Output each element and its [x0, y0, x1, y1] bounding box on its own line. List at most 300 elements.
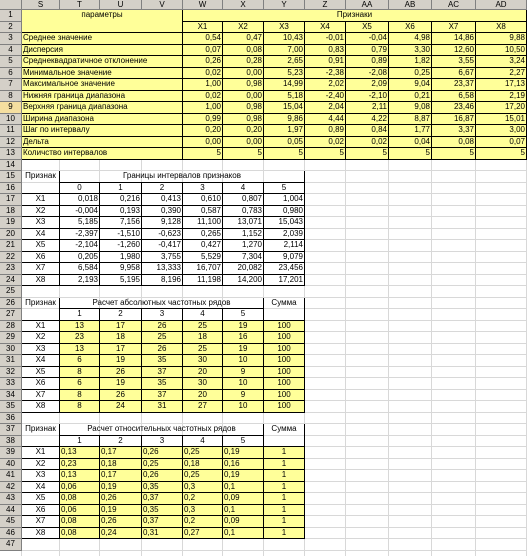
row-header[interactable]: 24 [0, 275, 22, 286]
absolute-sum[interactable]: 100 [264, 344, 305, 355]
stat-value[interactable]: 0,98 [223, 114, 264, 125]
absolute-feature[interactable]: X3 [22, 344, 60, 355]
row-header[interactable]: 5 [0, 56, 22, 68]
bounds-value[interactable]: -0,417 [142, 240, 183, 252]
stat-value[interactable]: 0,00 [223, 137, 264, 148]
absolute-value[interactable]: 35 [142, 378, 183, 390]
bounds-value[interactable]: 0,265 [183, 229, 223, 240]
stat-value[interactable]: 0,07 [476, 137, 527, 148]
feature-header[interactable]: X5 [346, 22, 389, 33]
row-header[interactable]: 6 [0, 68, 22, 79]
stat-value[interactable]: 0,99 [183, 114, 223, 125]
row-header[interactable]: 42 [0, 482, 22, 493]
bounds-value[interactable]: 9,958 [100, 263, 142, 275]
absolute-value[interactable]: 13 [60, 321, 100, 332]
absolute-feature[interactable]: X6 [22, 378, 60, 390]
relative-value[interactable]: 0,09 [223, 516, 264, 528]
stat-value[interactable]: 0,20 [223, 125, 264, 137]
stat-value[interactable]: 5,23 [264, 68, 305, 79]
column-header[interactable]: AA [346, 0, 389, 10]
row-header[interactable]: 21 [0, 240, 22, 252]
bounds-value[interactable]: -0,623 [142, 229, 183, 240]
bounds-index[interactable]: 0 [60, 183, 100, 194]
stat-label[interactable]: Количство интервалов [22, 148, 183, 160]
row-header[interactable]: 3 [0, 33, 22, 45]
stat-value[interactable]: 0,25 [389, 68, 432, 79]
stat-value[interactable]: 10,50 [476, 45, 527, 56]
stat-value[interactable]: 0,20 [183, 125, 223, 137]
stat-value[interactable]: 6,58 [432, 91, 476, 102]
stat-label[interactable]: Дельта [22, 137, 183, 148]
relative-feature[interactable]: X3 [22, 470, 60, 482]
stat-value[interactable]: 0,02 [183, 68, 223, 79]
stats-header-label[interactable]: параметры [22, 10, 183, 33]
relative-feature[interactable]: X7 [22, 516, 60, 528]
stat-value[interactable]: 1,00 [183, 102, 223, 114]
bounds-value[interactable]: 5,529 [183, 252, 223, 263]
row-header[interactable]: 26 [0, 298, 22, 309]
stat-value[interactable]: 0,00 [223, 91, 264, 102]
bounds-value[interactable]: 0,216 [100, 194, 142, 206]
stat-value[interactable]: 0,91 [305, 56, 346, 68]
bounds-value[interactable]: 1,270 [223, 240, 264, 252]
bounds-value[interactable]: 0,193 [100, 206, 142, 217]
absolute-value[interactable]: 24 [100, 401, 142, 413]
row-header[interactable]: 29 [0, 332, 22, 344]
feature-header[interactable]: X6 [389, 22, 432, 33]
relative-feature[interactable]: X5 [22, 493, 60, 505]
relative-value[interactable]: 0,2 [183, 493, 223, 505]
features-header[interactable]: Признаки [183, 10, 527, 22]
stat-value[interactable]: 2,65 [264, 56, 305, 68]
row-header[interactable]: 25 [0, 286, 22, 298]
row-header[interactable]: 8 [0, 91, 22, 102]
absolute-value[interactable]: 35 [142, 355, 183, 367]
stat-value[interactable]: 4,44 [305, 114, 346, 125]
absolute-row-label[interactable]: Признак [22, 298, 60, 321]
stat-value[interactable]: 3,00 [476, 125, 527, 137]
stat-label[interactable]: Шаг по интервалу [22, 125, 183, 137]
bounds-value[interactable]: 0,390 [142, 206, 183, 217]
relative-feature[interactable]: X1 [22, 447, 60, 459]
absolute-sum[interactable]: 100 [264, 401, 305, 413]
relative-value[interactable]: 0,24 [100, 528, 142, 539]
stat-value[interactable]: 3,37 [432, 125, 476, 137]
row-header[interactable]: 40 [0, 459, 22, 470]
stat-value[interactable]: 1,97 [264, 125, 305, 137]
absolute-sum[interactable]: 100 [264, 355, 305, 367]
row-header[interactable]: 2 [0, 22, 22, 33]
relative-sum[interactable]: 1 [264, 528, 305, 539]
absolute-value[interactable]: 6 [60, 378, 100, 390]
relative-value[interactable]: 0,26 [142, 447, 183, 459]
stat-value[interactable]: 2,02 [305, 79, 346, 91]
bounds-value[interactable]: 20,082 [223, 263, 264, 275]
bounds-value[interactable]: 17,201 [264, 275, 305, 286]
relative-value[interactable]: 0,19 [223, 470, 264, 482]
column-header[interactable]: T [60, 0, 100, 10]
relative-feature[interactable]: X6 [22, 505, 60, 516]
absolute-value[interactable]: 20 [183, 390, 223, 401]
stat-value[interactable]: -2,38 [305, 68, 346, 79]
bounds-value[interactable]: 1,004 [264, 194, 305, 206]
bounds-value[interactable]: 0,587 [183, 206, 223, 217]
absolute-value[interactable]: 25 [142, 332, 183, 344]
stat-value[interactable]: 5 [432, 148, 476, 160]
row-header[interactable]: 18 [0, 206, 22, 217]
stat-label[interactable]: Нижняя граница диапазона [22, 91, 183, 102]
relative-row-label[interactable]: Признак [22, 424, 60, 447]
relative-value[interactable]: 0,3 [183, 482, 223, 493]
stat-value[interactable]: 15,04 [264, 102, 305, 114]
absolute-value[interactable]: 17 [100, 344, 142, 355]
relative-index[interactable]: 2 [100, 436, 142, 447]
row-header[interactable]: 13 [0, 148, 22, 160]
column-header[interactable]: Y [264, 0, 305, 10]
row-header[interactable]: 28 [0, 321, 22, 332]
absolute-sum[interactable]: 100 [264, 378, 305, 390]
bounds-index[interactable]: 1 [100, 183, 142, 194]
row-header[interactable]: 9 [0, 102, 22, 114]
absolute-value[interactable]: 17 [100, 321, 142, 332]
bounds-index[interactable]: 4 [223, 183, 264, 194]
relative-feature[interactable]: X4 [22, 482, 60, 493]
bounds-feature[interactable]: X3 [22, 217, 60, 229]
stat-value[interactable]: 9,86 [264, 114, 305, 125]
absolute-sum[interactable]: 100 [264, 367, 305, 378]
absolute-value[interactable]: 30 [183, 378, 223, 390]
stat-value[interactable]: 9,04 [389, 79, 432, 91]
row-header[interactable]: 16 [0, 183, 22, 194]
relative-feature[interactable]: X2 [22, 459, 60, 470]
stat-value[interactable]: -2,08 [346, 68, 389, 79]
row-header[interactable]: 34 [0, 390, 22, 401]
absolute-value[interactable]: 10 [223, 401, 264, 413]
absolute-index[interactable]: 2 [100, 309, 142, 321]
column-header[interactable]: S [22, 0, 60, 10]
row-header[interactable]: 14 [0, 160, 22, 171]
stat-value[interactable]: 10,43 [264, 33, 305, 45]
row-header[interactable]: 36 [0, 413, 22, 424]
stat-value[interactable]: 5 [389, 148, 432, 160]
bounds-value[interactable]: 9,079 [264, 252, 305, 263]
row-header[interactable]: 44 [0, 505, 22, 516]
row-header[interactable]: 19 [0, 217, 22, 229]
absolute-index[interactable]: 1 [60, 309, 100, 321]
bounds-value[interactable]: 16,707 [183, 263, 223, 275]
bounds-value[interactable]: 0,980 [264, 206, 305, 217]
stat-value[interactable]: 2,04 [305, 102, 346, 114]
bounds-value[interactable]: 3,755 [142, 252, 183, 263]
relative-value[interactable]: 0,09 [223, 493, 264, 505]
stat-value[interactable]: -2,10 [346, 91, 389, 102]
bounds-value[interactable]: 0,205 [60, 252, 100, 263]
stat-value[interactable]: 0,02 [346, 137, 389, 148]
stat-label[interactable]: Среднее значение [22, 33, 183, 45]
absolute-value[interactable]: 9 [223, 367, 264, 378]
absolute-value[interactable]: 26 [100, 390, 142, 401]
absolute-feature[interactable]: X5 [22, 367, 60, 378]
absolute-value[interactable]: 13 [60, 344, 100, 355]
relative-sum[interactable]: 1 [264, 459, 305, 470]
relative-index[interactable]: 4 [183, 436, 223, 447]
absolute-feature[interactable]: X7 [22, 390, 60, 401]
relative-value[interactable]: 0,26 [100, 516, 142, 528]
stat-value[interactable]: 0,26 [183, 56, 223, 68]
row-header[interactable]: 37 [0, 424, 22, 436]
relative-sum[interactable]: 1 [264, 482, 305, 493]
bounds-value[interactable]: 2,039 [264, 229, 305, 240]
row-header[interactable]: 43 [0, 493, 22, 505]
relative-value[interactable]: 0,08 [60, 516, 100, 528]
feature-header[interactable]: X1 [183, 22, 223, 33]
bounds-index[interactable]: 2 [142, 183, 183, 194]
stat-value[interactable]: 15,01 [476, 114, 527, 125]
stat-value[interactable]: 2,09 [346, 79, 389, 91]
row-header[interactable]: 15 [0, 171, 22, 183]
absolute-feature[interactable]: X1 [22, 321, 60, 332]
stat-value[interactable]: 0,04 [389, 137, 432, 148]
row-header[interactable]: 20 [0, 229, 22, 240]
bounds-feature[interactable]: X2 [22, 206, 60, 217]
stat-value[interactable]: 0,54 [183, 33, 223, 45]
relative-value[interactable]: 0,13 [60, 447, 100, 459]
stat-value[interactable]: 8,87 [389, 114, 432, 125]
relative-value[interactable]: 0,06 [60, 482, 100, 493]
feature-header[interactable]: X2 [223, 22, 264, 33]
absolute-feature[interactable]: X8 [22, 401, 60, 413]
absolute-value[interactable]: 26 [142, 344, 183, 355]
bounds-value[interactable]: 5,195 [100, 275, 142, 286]
relative-index[interactable]: 1 [60, 436, 100, 447]
stat-value[interactable]: 5 [223, 148, 264, 160]
bounds-value[interactable]: 11,100 [183, 217, 223, 229]
absolute-title[interactable]: Расчет абсолютных частотных рядов [60, 298, 264, 309]
bounds-value[interactable]: 5,185 [60, 217, 100, 229]
relative-value[interactable]: 0,23 [60, 459, 100, 470]
relative-value[interactable]: 0,1 [223, 505, 264, 516]
stat-value[interactable]: 1,00 [183, 79, 223, 91]
bounds-value[interactable]: 0,807 [223, 194, 264, 206]
row-header[interactable]: 30 [0, 344, 22, 355]
stat-value[interactable]: 0,28 [223, 56, 264, 68]
stat-value[interactable]: 5 [183, 148, 223, 160]
bounds-index[interactable]: 5 [264, 183, 305, 194]
stat-value[interactable]: 5 [264, 148, 305, 160]
relative-value[interactable]: 0,37 [142, 516, 183, 528]
bounds-value[interactable]: 15,043 [264, 217, 305, 229]
stat-value[interactable]: 23,46 [432, 102, 476, 114]
bounds-value[interactable]: 14,200 [223, 275, 264, 286]
relative-sum[interactable]: 1 [264, 516, 305, 528]
row-header[interactable]: 47 [0, 539, 22, 551]
bounds-value[interactable]: 6,584 [60, 263, 100, 275]
bounds-value[interactable]: -2,397 [60, 229, 100, 240]
row-header[interactable]: 39 [0, 447, 22, 459]
relative-value[interactable]: 0,25 [183, 447, 223, 459]
relative-value[interactable]: 0,18 [100, 459, 142, 470]
absolute-value[interactable]: 9 [223, 390, 264, 401]
absolute-value[interactable]: 27 [183, 401, 223, 413]
bounds-value[interactable]: 23,456 [264, 263, 305, 275]
relative-value[interactable]: 0,17 [100, 470, 142, 482]
bounds-value[interactable]: 13,071 [223, 217, 264, 229]
bounds-value[interactable]: 7,156 [100, 217, 142, 229]
bounds-title[interactable]: Границы интервалов признаков [60, 171, 305, 183]
relative-value[interactable]: 0,19 [223, 447, 264, 459]
relative-sum[interactable]: 1 [264, 470, 305, 482]
stat-value[interactable]: 5 [476, 148, 527, 160]
stat-value[interactable]: 0,08 [223, 45, 264, 56]
row-header[interactable]: 45 [0, 516, 22, 528]
feature-header[interactable]: X4 [305, 22, 346, 33]
bounds-value[interactable]: 1,980 [100, 252, 142, 263]
bounds-value[interactable]: 0,018 [60, 194, 100, 206]
stat-value[interactable]: 17,13 [476, 79, 527, 91]
relative-value[interactable]: 0,1 [223, 528, 264, 539]
relative-sum-label[interactable]: Сумма [264, 424, 305, 447]
absolute-value[interactable]: 26 [142, 321, 183, 332]
column-header[interactable]: X [223, 0, 264, 10]
stat-value[interactable]: 0,98 [223, 102, 264, 114]
absolute-index[interactable]: 4 [183, 309, 223, 321]
column-header[interactable]: AD [476, 0, 527, 10]
bounds-value[interactable]: -1,510 [100, 229, 142, 240]
stat-value[interactable]: 4,22 [346, 114, 389, 125]
stat-value[interactable]: 12,60 [432, 45, 476, 56]
bounds-feature[interactable]: X6 [22, 252, 60, 263]
relative-value[interactable]: 0,1 [223, 482, 264, 493]
column-header[interactable]: U [100, 0, 142, 10]
row-header[interactable]: 12 [0, 137, 22, 148]
stat-label[interactable]: Верхняя граница диапазона [22, 102, 183, 114]
bounds-value[interactable]: -0,004 [60, 206, 100, 217]
stat-value[interactable]: -0,04 [346, 33, 389, 45]
stat-value[interactable]: 2,11 [346, 102, 389, 114]
stat-value[interactable]: 0,08 [432, 137, 476, 148]
bounds-value[interactable]: 2,114 [264, 240, 305, 252]
select-all-corner[interactable] [0, 0, 22, 10]
row-header[interactable]: 23 [0, 263, 22, 275]
stat-value[interactable]: 0,21 [389, 91, 432, 102]
bounds-feature[interactable]: X1 [22, 194, 60, 206]
stat-value[interactable]: 9,08 [389, 102, 432, 114]
absolute-value[interactable]: 19 [100, 355, 142, 367]
absolute-value[interactable]: 18 [100, 332, 142, 344]
stat-value[interactable]: 0,05 [264, 137, 305, 148]
stat-value[interactable]: 14,99 [264, 79, 305, 91]
stat-label[interactable]: Максимальное значение [22, 79, 183, 91]
absolute-feature[interactable]: X2 [22, 332, 60, 344]
stat-label[interactable]: Минимальное значение [22, 68, 183, 79]
relative-value[interactable]: 0,26 [100, 493, 142, 505]
absolute-value[interactable]: 31 [142, 401, 183, 413]
column-header[interactable]: Z [305, 0, 346, 10]
stat-value[interactable]: 7,00 [264, 45, 305, 56]
absolute-value[interactable]: 37 [142, 390, 183, 401]
column-header[interactable]: V [142, 0, 183, 10]
absolute-value[interactable]: 26 [100, 367, 142, 378]
absolute-value[interactable]: 25 [183, 344, 223, 355]
bounds-feature[interactable]: X4 [22, 229, 60, 240]
absolute-feature[interactable]: X4 [22, 355, 60, 367]
stat-value[interactable]: 3,24 [476, 56, 527, 68]
row-header[interactable]: 22 [0, 252, 22, 263]
relative-value[interactable]: 0,13 [60, 470, 100, 482]
absolute-value[interactable]: 10 [223, 378, 264, 390]
row-header[interactable]: 31 [0, 355, 22, 367]
absolute-value[interactable]: 19 [100, 378, 142, 390]
absolute-value[interactable]: 16 [223, 332, 264, 344]
stat-value[interactable]: 6,67 [432, 68, 476, 79]
column-header[interactable]: AC [432, 0, 476, 10]
stat-value[interactable]: 0,89 [346, 56, 389, 68]
stat-value[interactable]: 0,00 [183, 137, 223, 148]
row-header[interactable]: 11 [0, 125, 22, 137]
absolute-value[interactable]: 25 [183, 321, 223, 332]
bounds-value[interactable]: 7,304 [223, 252, 264, 263]
absolute-value[interactable]: 37 [142, 367, 183, 378]
feature-header[interactable]: X8 [476, 22, 527, 33]
row-header[interactable]: 38 [0, 436, 22, 447]
row-header[interactable]: 1 [0, 10, 22, 22]
bounds-value[interactable]: 13,333 [142, 263, 183, 275]
bounds-value[interactable]: 9,128 [142, 217, 183, 229]
bounds-index[interactable]: 3 [183, 183, 223, 194]
absolute-value[interactable]: 19 [223, 344, 264, 355]
absolute-index[interactable]: 5 [223, 309, 264, 321]
absolute-value[interactable]: 23 [60, 332, 100, 344]
stat-label[interactable]: Ширина диапазона [22, 114, 183, 125]
relative-value[interactable]: 0,08 [60, 493, 100, 505]
stat-value[interactable]: 0,83 [305, 45, 346, 56]
stat-value[interactable]: 1,77 [389, 125, 432, 137]
bounds-value[interactable]: -2,104 [60, 240, 100, 252]
feature-header[interactable]: X7 [432, 22, 476, 33]
absolute-value[interactable]: 8 [60, 367, 100, 378]
absolute-sum-label[interactable]: Сумма [264, 298, 305, 321]
absolute-value[interactable]: 18 [183, 332, 223, 344]
relative-sum[interactable]: 1 [264, 447, 305, 459]
relative-value[interactable]: 0,25 [183, 470, 223, 482]
row-header[interactable]: 27 [0, 309, 22, 321]
stat-value[interactable]: 1,82 [389, 56, 432, 68]
stat-value[interactable]: 0,84 [346, 125, 389, 137]
stat-value[interactable]: 16,87 [432, 114, 476, 125]
row-header[interactable]: 10 [0, 114, 22, 125]
row-header[interactable]: 4 [0, 45, 22, 56]
stat-value[interactable]: 0,02 [183, 91, 223, 102]
row-header[interactable]: 32 [0, 367, 22, 378]
absolute-value[interactable]: 8 [60, 390, 100, 401]
bounds-value[interactable]: 2,193 [60, 275, 100, 286]
stat-value[interactable]: 0,07 [183, 45, 223, 56]
bounds-value[interactable]: -1,260 [100, 240, 142, 252]
stat-value[interactable]: 0,79 [346, 45, 389, 56]
stat-label[interactable]: Дисперсия [22, 45, 183, 56]
stat-value[interactable]: 23,37 [432, 79, 476, 91]
relative-value[interactable]: 0,17 [100, 447, 142, 459]
stat-value[interactable]: 5 [346, 148, 389, 160]
absolute-value[interactable]: 30 [183, 355, 223, 367]
absolute-index[interactable]: 3 [142, 309, 183, 321]
bounds-value[interactable]: 0,413 [142, 194, 183, 206]
relative-feature[interactable]: X8 [22, 528, 60, 539]
relative-value[interactable]: 0,37 [142, 493, 183, 505]
bounds-value[interactable]: 0,783 [223, 206, 264, 217]
absolute-value[interactable]: 20 [183, 367, 223, 378]
absolute-value[interactable]: 6 [60, 355, 100, 367]
